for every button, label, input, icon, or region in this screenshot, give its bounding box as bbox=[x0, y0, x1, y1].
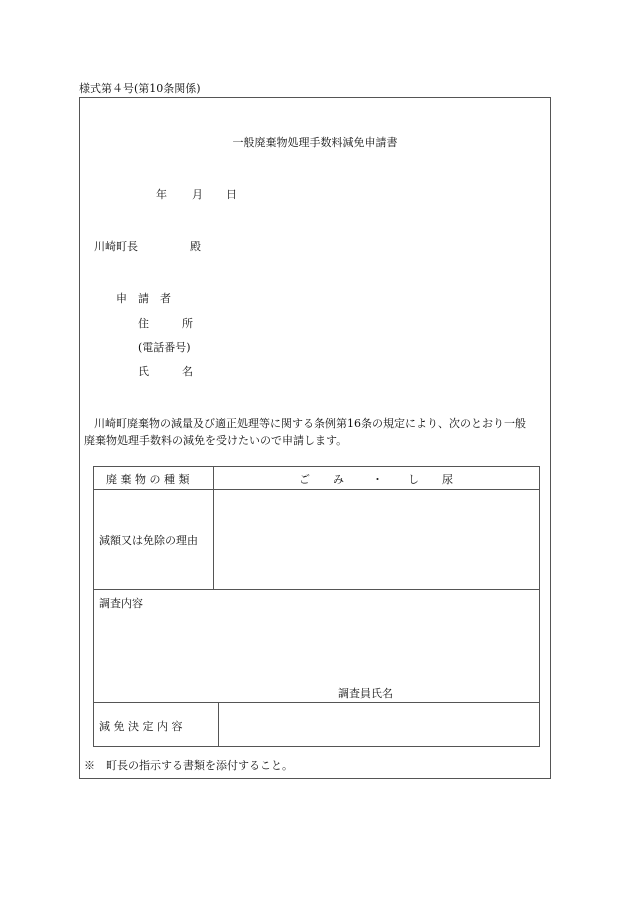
form-number: 様式第４号(第10条関係) bbox=[79, 82, 201, 95]
waste-type-separator: ・ bbox=[372, 473, 383, 486]
body-text-line-1: 川崎町廃棄物の減量及び適正処理等に関する条例第16条の規定により、次のとおり一般 bbox=[94, 417, 526, 430]
waste-type-label: 廃 棄 物 の 種 類 bbox=[106, 473, 190, 486]
reason-label: 減額又は免除の理由 bbox=[99, 534, 198, 547]
applicant-address-label: 住 所 bbox=[138, 317, 193, 330]
body-text-line-2: 廃棄物処理手数料の減免を受けたいので申請します。 bbox=[84, 434, 348, 447]
decision-label: 減 免 決 定 内 容 bbox=[99, 720, 183, 733]
waste-type-option-shinyo-1: し bbox=[408, 473, 419, 486]
applicant-heading: 申 請 者 bbox=[116, 292, 171, 305]
addressee-honorific: 殿 bbox=[190, 240, 201, 253]
applicant-name-label: 氏 名 bbox=[138, 365, 193, 378]
attachment-note: ※ 町長の指示する書類を添付すること。 bbox=[84, 759, 293, 772]
surveyor-name-label: 調査員氏名 bbox=[338, 687, 393, 700]
addressee-name: 川崎町長 bbox=[94, 240, 138, 253]
form-frame bbox=[79, 97, 551, 779]
application-table bbox=[93, 466, 540, 747]
date-day: 日 bbox=[226, 188, 237, 201]
date-month: 月 bbox=[192, 188, 203, 201]
applicant-phone-label: (電話番号) bbox=[138, 341, 191, 354]
waste-type-option-shinyo-2: 尿 bbox=[442, 473, 453, 486]
document-title: 一般廃棄物処理手数料減免申請書 bbox=[232, 136, 398, 149]
waste-type-option-gomi-1: ご bbox=[299, 473, 310, 486]
waste-type-option-gomi-2: み bbox=[333, 473, 344, 486]
date-year: 年 bbox=[156, 188, 167, 201]
survey-content-label: 調査内容 bbox=[99, 597, 143, 610]
